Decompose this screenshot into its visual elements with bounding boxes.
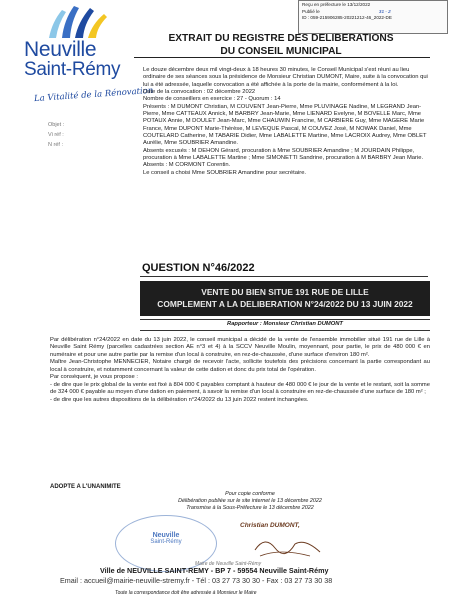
seal-line1: Neuville [152,532,180,539]
certification-block [150,491,350,512]
mayor-signature: Christian DUMONT, [240,522,300,529]
stamp-handwriting: 31 · 2 [378,8,391,14]
header-line2: DU CONSEIL MUNICIPAL [220,46,342,57]
deliberation-title-box [140,281,430,316]
question-rule [140,276,428,277]
question-number: QUESTION N°46/2022 [142,262,255,274]
stamp-id: ID : 059-215906285-20221212-46_2022-DE [302,15,392,21]
city-logo [14,4,154,105]
stamp-received: Reçu en préfecture le 13/12/2022 [302,2,371,7]
certif-transmitted: Transmise à la Sous-Préfecture le 13 décembre 2022 [186,505,314,511]
certif-copy: Pour copie conforme [225,491,275,497]
logo-slogan: La Vitalité de la Rénovation [33,85,154,105]
logo-city-line2: Saint-Rémy [24,59,121,80]
excused-members: Absents excusés : M DEHON Gérard, procuration à Mme SOUBRIER Amandine ; M JOURDAIN Philippe, procuration à Mme LABALETTE Martine ; Mme SIMONETTI Sandrine, procuration à M BARBRY Jean Marie. [143,147,424,162]
header-rule [134,57,430,58]
title-line2: COMPLEMENT A LA DELIBERATION N°24/2022 DU 13 JUIN 2022 [157,299,413,309]
body-paragraph: Par conséquent, je vous propose : [50,374,138,381]
body-paragraph: - de dire que les autres dispositions de la délibération n°24/2022 du 13 juin 2022 restent inchangées. [50,396,309,403]
footer-note: Toute la correspondance doit être adressée à Monsieur le Maire [115,590,257,596]
absent-members: Absents : M CORMONT Corentin. [143,162,231,169]
footer-address: Ville de NEUVILLE SAINT-REMY - BP 7 - 59554 Neuville Saint-Rémy [100,566,329,575]
footer-contact: Email : accueil@mairie-neuville-stremy.fr - Tél : 03 27 73 30 30 - Fax : 03 27 73 30 38 [60,576,333,585]
convocation-date: Date de la convocation : 02 décembre 2022 [143,89,256,96]
body-paragraph: Par délibération n°24/2022 en date du 13 juin 2022, le conseil municipal a décidé de la vente de l'ensemble immobilier situé 191 rue de Lille à Neuville Saint Rémy (parcelles cadastrées section AE n°3 et 4) à la SCCV Neuville Moulin, moyennant, pour partie, le prix de 480 000 € en numéraire et pour une autre partie par la remise d'un local à construire, en rez-de-chaussée, d'une surface d'environ 180 m². [50,337,430,358]
deliberation-body [50,337,430,404]
rapporteur: Rapporteur : Monsieur Christian DUMONT [227,321,343,327]
mayor-caption: Maire de Neuville Saint-Rémy [195,561,262,567]
rapporteur-rule-top [140,319,430,320]
signature-scribble-icon [250,530,330,560]
title-line1: VENTE DU BIEN SITUE 191 RUE DE LILLE [201,287,369,297]
side-label-nref: N réf : [48,142,63,148]
body-paragraph: Maître Jean-Christophe MENNECIER, Notaire chargé de recevoir l'acte, sollicite toutefois des précisions concernant la partie correspondant au local à construire, et notamment concernant la valeur de cette dation et donc du prix total de l'opération. [50,359,430,373]
rapporteur-rule-bottom [140,330,430,331]
adoption-result: ADOPTE A L'UNANIMITE [50,484,121,490]
intro-paragraph: Le douze décembre deux mil vingt-deux à 18 heures 30 minutes, le Conseil Municipal s'est réuni au lieu ordinaire de ses séances sous la présidence de Monsieur Christian DUMONT, Maire, suite à la convocation qui lui a été adressée, laquelle convocation a été affichée à la porte de la mairie, conformément à la loi. [143,67,428,88]
side-label-vref: Vi réf : [48,132,64,138]
logo-city-line1: Neuville [24,38,97,61]
quorum-line: Nombre de conseillers en exercice : 27 - Quorum : 14 [143,96,281,103]
meeting-details [143,67,428,177]
header-line1: EXTRAIT DU REGISTRE DES DELIBERATIONS [168,33,394,44]
body-paragraph: - de dire que le prix global de la vente est fixé à 804 000 € payables comptant à hauteur de 480 000 € le jour de la vente et le restant, soit la somme de 324 000 € payable au moyen d'une dation en paiement, à savoir la remise d'un local à construire en rez-de-chaussée d'une surface de 180 m² ; [50,381,430,396]
logo-rays-icon [44,4,114,38]
present-members: Présents : M DUMONT Christian, M COUVENT Jean-Pierre, Mme PLUVINAGE Nadine, M LEGRAND Jean-Pierre, Mme CATTEAUX Annick, M BARBRY Jean-Marie, Mme LIENARD Evelyne, M BOVELLE Marc, Mme POTAUX Annie, M DOULET Jean-Marc, Mme CHAUWIN Francine, M CARBIERE Guy, Mme MAGERE Marie France, Mme DUPONT Marie-Thérèse, M LEVEQUE Pascal, M COUVEZ José, M NOWAK Daniel, Mme COUTELARD Catherine, M TABARIE Didier, Mme LABALETTE Martine, Mme LACROIX Audrey, Mme OBLET Aurélie, Mme SOUBRIER Amandine. [143,103,427,147]
prefecture-receipt-stamp [298,0,448,34]
certif-published: Délibération publiée sur le site internet le 13 décembre 2022 [178,498,322,504]
side-label-objet: Objet : [48,122,65,128]
document-header [140,32,422,58]
stamp-published: Publié le 31 · 2 [302,8,391,14]
secretary-line: Le conseil a choisi Mme SOUBRIER Amandine pour secrétaire. [143,169,307,176]
seal-line2: Saint-Rémy [150,539,182,545]
